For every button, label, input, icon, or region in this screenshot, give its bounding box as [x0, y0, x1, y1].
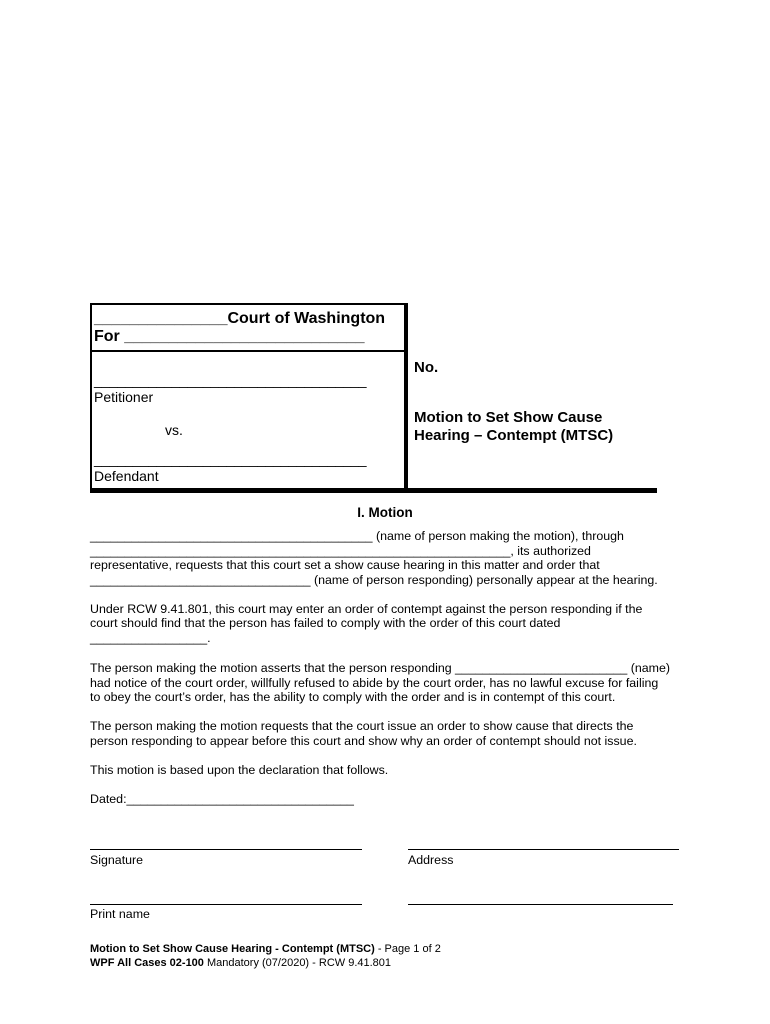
p1-line1: _________________________________________ (name of person making the motion), through: [90, 529, 624, 543]
county-for-line: For ___________________________: [94, 328, 365, 345]
caption-divider: [90, 350, 408, 352]
p1-line3: representative, requests that this court set a show cause hearing in this matter and order that: [90, 558, 600, 572]
p3-line1: The person making the motion asserts that the person responding _________________________ (name): [90, 661, 671, 675]
caption-right-rule: [406, 303, 408, 489]
form-title-line1: Motion to Set Show Cause: [414, 409, 603, 426]
p3-line3: to obey the court’s order, has the ability to comply with the order and is in contempt of this court.: [90, 690, 616, 704]
signature-label: Signature: [90, 853, 144, 867]
court-name-line: _______________Court of Washington: [94, 310, 386, 327]
p1-line2: _____________________________________________________________, its authorized: [90, 544, 591, 558]
address-label: Address: [408, 853, 454, 867]
petitioner-blank: ___________________________________: [94, 372, 367, 388]
dated-line: Dated:_________________________________: [90, 792, 354, 806]
p2-line1: Under RCW 9.41.801, this court may enter an order of contempt against the person responding if the: [90, 602, 643, 616]
petitioner-label: Petitioner: [94, 389, 154, 405]
vs-label: vs.: [165, 422, 183, 438]
footer-form-info: Mandatory (07/2020) - RCW 9.41.801: [203, 957, 392, 969]
footer-page-number: - Page 1 of 2: [374, 943, 441, 955]
footer-line2: [90, 956, 391, 970]
p4-line1: The person making the motion requests that the court issue an order to show cause that directs the: [90, 719, 634, 733]
p2-line2: court should find that the person has failed to comply with the order of this court dated: [90, 616, 561, 630]
address-second-rule: [408, 904, 673, 905]
section-heading: I. Motion: [357, 505, 413, 520]
p5: This motion is based upon the declaration that follows.: [90, 763, 389, 777]
p1-line4: ________________________________ (name of person responding) personally appear at the hearing.: [90, 573, 658, 587]
p3-line2: had notice of the court order, willfully refused to abide by the court order, has no lawful excuse for failing: [90, 676, 659, 690]
print-name-label: Print name: [90, 907, 150, 921]
footer-form-id: WPF All Cases 02-100: [90, 957, 204, 969]
caption-bottom-rule: [90, 488, 657, 493]
footer-line1: [90, 942, 441, 956]
p4-line2: person responding to appear before this court and show why an order of contempt should not issue.: [90, 734, 637, 748]
address-rule: [408, 849, 679, 850]
p2-line3: _________________.: [90, 631, 211, 645]
defendant-label: Defendant: [94, 468, 159, 484]
form-title-line2: Hearing – Contempt (MTSC): [414, 427, 614, 444]
print-name-rule: [90, 904, 362, 905]
case-number-label: No.: [414, 359, 439, 376]
signature-rule: [90, 849, 362, 850]
footer-form-title: Motion to Set Show Cause Hearing - Contempt (MTSC): [90, 943, 375, 955]
defendant-blank: ___________________________________: [94, 451, 367, 467]
